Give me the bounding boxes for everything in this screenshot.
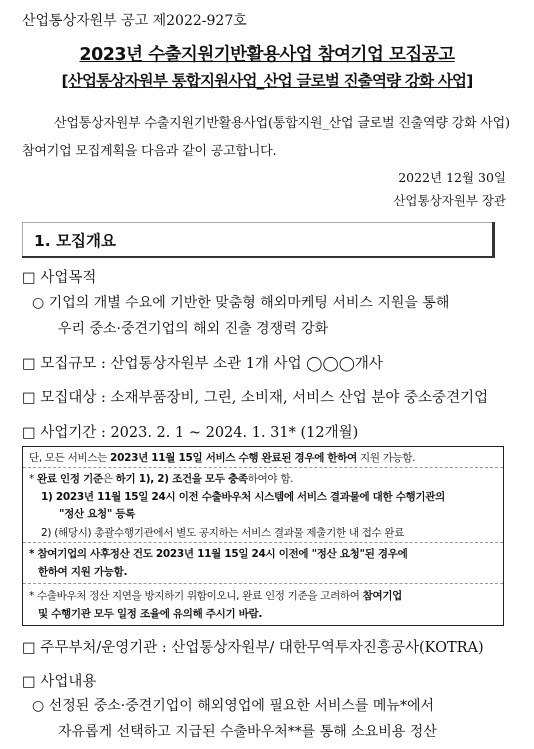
note-line-6: * 참여기업의 사후정산 건도 2023년 11월 15일 24시 이전에 "정산 요청"된 경우에: [29, 548, 408, 560]
content-line-2: 자유롭게 선택하고 지급된 수출바우처**를 통해 소요비용 정산: [58, 724, 437, 740]
purpose-line-1: ○ 기업의 개별 수요에 기반한 맞춤형 해외마케팅 서비스 지원을 통해: [32, 295, 450, 311]
intro-paragraph: 산업통상자원부 수출지원기반활용사업(통합지원_산업 글로벌 진출역량 강화 사업) 참여기업 모집계획을 다음과 같이 공고합니다.: [22, 116, 510, 159]
note-box: [22, 446, 504, 626]
notice-number: 산업통상자원부 공고 제2022-927호: [22, 13, 247, 29]
note-line-5: 2) (해당시) 총괄수행기관에서 별도 공지하는 서비스 결과물 제출기한 내 접수 완료: [41, 527, 405, 539]
section-title: 1. 모집개요: [34, 232, 116, 250]
note-separator: [23, 583, 503, 584]
issuer: 산업통상자원부 장관: [393, 193, 506, 208]
note-line-8: * 수출바우처 정산 지연을 방지하기 위함이오니, 완료 인정 기준을 고려하여 참여기업: [29, 590, 403, 602]
note-separator: [23, 467, 503, 468]
scale-item: □ 모집규모 : 산업통상자원부 소관 1개 사업 ◯◯◯개사: [22, 356, 383, 372]
page-title: 2023년 수출지원기반활용사업 참여기업 모집공고: [79, 45, 455, 65]
period-item: □ 사업기간 : 2023. 2. 1 ~ 2024. 1. 31* (12개월): [22, 425, 359, 441]
page-subtitle: [산업통상자원부 통합지원사업_산업 글로벌 진출역량 강화 사업]: [61, 72, 473, 90]
note-line-3: 1) 2023년 11월 15일 24시 이전 수출바우처 시스템에 서비스 결과물에 대한 수행기관의: [41, 491, 445, 503]
note-line-4: "정산 요청" 등록: [59, 508, 136, 520]
note-line-2: * 완료 인정 기준은 하기 1), 2) 조건을 모두 충족하여야 함.: [29, 473, 294, 485]
content-label: □ 사업내용: [22, 674, 97, 690]
note-line-9: 및 수행기관 모두 일정 조율에 유의해 주시기 바람.: [38, 608, 263, 620]
note-line-7: 한하여 지원 가능함.: [38, 566, 128, 578]
target-item: □ 모집대상 : 소재부품장비, 그린, 소비재, 서비스 산업 분야 중소중견기업: [22, 390, 489, 406]
agency-item: □ 주무부처/운영기관 : 산업통상자원부/ 대한무역투자진흥공사(KOTRA): [22, 640, 484, 656]
note-separator: [23, 542, 503, 543]
content-line-1: ○ 선정된 중소·중견기업이 해외영업에 필요한 서비스를 메뉴*에서: [32, 698, 434, 714]
purpose-label: □ 사업목적: [22, 270, 97, 286]
note-line-1: 단, 모든 서비스는 2023년 11월 15일 서비스 수행 완료된 경우에 한하여 지원 가능함.: [29, 452, 416, 464]
purpose-line-2: 우리 중소·중견기업의 해외 진출 경쟁력 강화: [58, 321, 329, 337]
announcement-date: 2022년 12월 30일: [398, 170, 506, 185]
